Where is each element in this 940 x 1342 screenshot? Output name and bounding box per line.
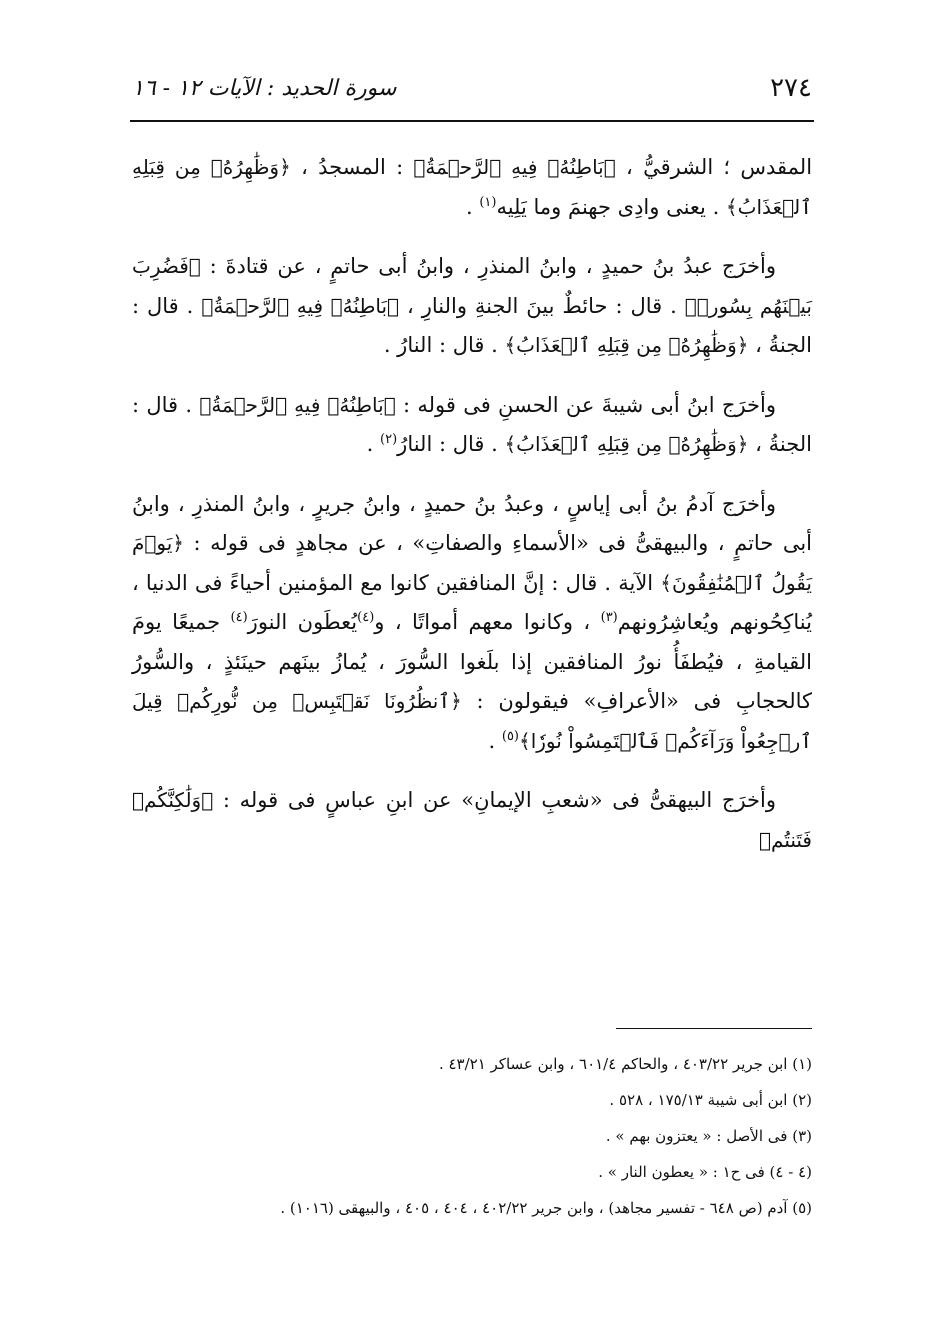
- footnote-4: (٤ - ٤) فى ح١ : « يعطون النار » .: [598, 1163, 812, 1181]
- main-text: [132, 148, 812, 880]
- footnote-ref: (٥): [501, 728, 519, 744]
- running-title: سورة الحديد : الآيات ١٢ - ١٦: [132, 75, 397, 101]
- text-run: .: [465, 194, 480, 219]
- quran-quote: ﴿بَاطِنُهُۥ فِيهِ ٱلرَّحۡمَةُ﴾: [201, 293, 400, 318]
- footnote-rule: [616, 1028, 812, 1029]
- text-run: وأخرَج عبدُ بنُ حميدٍ ، وابنُ المنذرِ ، وابنُ أبى حاتمٍ ، عن قتادةَ :: [200, 254, 776, 278]
- text-run: . قال : الجنةُ ،: [132, 293, 812, 357]
- quran-quote: ﴿وَظَٰهِرُهُۥ مِن قِبَلِهِ ٱلۡعَذَابُ﴾: [504, 333, 749, 357]
- text-run: . قال : حائطٌ بينَ الجنةِ والنارِ ،: [399, 293, 685, 318]
- text-run: .: [488, 728, 502, 753]
- quran-quote: ﴿وَظَٰهِرُهُۥ مِن قِبَلِهِ ٱلۡعَذَابُ﴾: [132, 155, 812, 219]
- quran-quote: ﴿وَلَٰكِنَّكُمۡ فَتَنتُمۡ: [132, 788, 812, 852]
- paragraph-1: [132, 148, 812, 227]
- text-run: وأخرَج ابنُ أبى شيبةَ عن الحسنِ فى قوله :: [395, 392, 776, 417]
- text-run: . قال : النارُ .: [383, 333, 505, 357]
- text-run: يُعطَون النورَ: [247, 610, 358, 634]
- text-run: الآية . قال : إنَّ المنافقين كانوا مع المؤمنين أحياءً فى الدنيا ، يُناكِحُونهم ويُعاشِرُونهم: [132, 570, 812, 634]
- footnote-ref: (٢): [380, 432, 398, 447]
- paragraph-2: [132, 247, 812, 366]
- footnote-2: (٢) ابن أبى شيبة ١٧٥/١٣ ، ٥٢٨ .: [609, 1091, 812, 1109]
- paragraph-4: [132, 485, 812, 762]
- text-run: . يعنى وادِى جهنمَ وما يَلِيه: [496, 194, 726, 219]
- quran-quote: ﴿فَضُرِبَ بَيۡنَهُم بِسُورٖ﴾: [132, 254, 813, 318]
- text-run: وأخرَج آدمُ بنُ أبى إياسٍ ، وعبدُ بنُ حميدٍ ، وابنُ جريرٍ ، وابنُ المنذرِ ، وابنُ أبى حاتمٍ ، والبيهقىُّ فى «الأسماءِ والصفاتِ» ، عن مجاهدٍ فى قوله :: [132, 491, 812, 555]
- text-run: : المسجدُ ،: [290, 155, 414, 179]
- footnote-ref: (٤): [230, 610, 248, 625]
- page-number: ٢٧٤: [770, 73, 812, 103]
- text-run: جميعًا يومَ القيامةِ ، فيُطفَأُ نورُ المنافقين إذا بلَغوا السُّورَ ، يُمازُ بينَهم حينَئذٍ ، والسُّورُ كالحجابِ فى «الأعرافِ» فيقولون :: [132, 610, 812, 713]
- quran-quote: ﴿ٱنظُرُونَا نَقۡتَبِسۡ مِن نُّورِكُمۡ قِيلَ ٱرۡجِعُواْ وَرَآءَكُمۡ فَٱلۡتَمِسُواْ نُورٗا﴾: [132, 689, 812, 753]
- footnote-ref: (٣): [600, 610, 618, 625]
- footnotes: [132, 1046, 812, 1226]
- text-run: .: [366, 432, 381, 456]
- quran-quote: ﴿وَظَٰهِرُهُۥ مِن قِبَلِهِ ٱلۡعَذَابُ﴾: [504, 432, 749, 456]
- footnote-ref: (١): [479, 194, 497, 210]
- quran-quote: ﴿بَاطِنُهُۥ فِيهِ ٱلرَّحۡمَةُ﴾: [199, 392, 396, 417]
- footnote-ref: (٤): [357, 610, 375, 625]
- text-run: . قال : الجنةُ ،: [132, 392, 812, 456]
- quran-quote: ﴿يَوۡمَ يَقُولُ ٱلۡمُنَٰفِقُونَ﴾: [132, 531, 812, 595]
- text-run: المقدس ؛ الشرقيُّ ،: [615, 155, 813, 179]
- text-run: وأخرَج البيهقىُّ فى «شعبِ الإيمانِ» عن ابنِ عباسٍ فى قوله :: [213, 788, 776, 812]
- header-rule: [130, 120, 814, 122]
- paragraph-5: [132, 781, 812, 860]
- paragraph-3: [132, 386, 812, 465]
- footnote-1: (١) ابن جرير ٤٠٣/٢٢ ، والحاكم ٦٠١/٤ ، وابن عساكر ٤٣/٢١ .: [438, 1055, 812, 1073]
- footnote-5: (٥) آدم (ص ٦٤٨ - تفسير مجاهد) ، وابن جرير ٤٠٢/٢٢ ، ٤٠٤ ، ٤٠٥ ، والبيهقى (١٠١٦) .: [280, 1199, 812, 1217]
- quran-quote: ﴿بَاطِنُهُۥ فِيهِ ٱلرَّحۡمَةُ﴾: [413, 155, 616, 179]
- page-header: [132, 68, 812, 108]
- text-run: . قال : النارُ: [397, 432, 505, 456]
- footnote-3: (٣) فى الأصل : « يعتزون بهم » .: [605, 1127, 812, 1145]
- text-run: ، وكانوا معهم أمواتًا ، و: [374, 610, 601, 634]
